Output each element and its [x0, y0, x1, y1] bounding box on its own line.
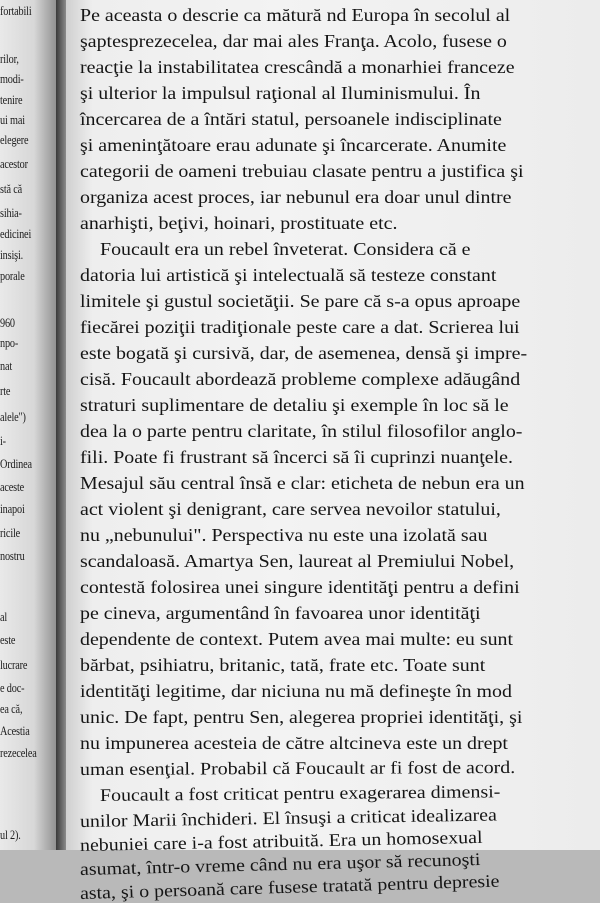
left-page-fragment: lucrare — [0, 658, 28, 672]
left-page-fragment: nat — [0, 359, 13, 373]
text-line: pe cineva, argumentând în favoarea unor identităţi — [80, 603, 481, 623]
text-line: nu „nebunului". Perspectiva nu este una izolată sau — [80, 525, 488, 545]
left-page-fragment: ui mai — [0, 113, 25, 127]
left-page-fragment: edicinei — [0, 227, 32, 241]
left-page-fragment: Acestia — [0, 724, 30, 738]
text-line: Mesajul său central însă e clar: eticheta de nebun era un — [80, 473, 525, 493]
left-page-fragment: aceste — [0, 480, 25, 494]
left-page-fragment: e doc- — [0, 681, 25, 695]
text-line: asumat, într-o vreme când nu era uşor să recunoşti — [79, 849, 481, 879]
text-line: uman esenţial. Probabil că Foucault ar fi fost de acord. — [79, 756, 516, 779]
text-line: nu impunerea acesteia de către altcineva este un drept — [80, 733, 508, 753]
left-page-fragment: elegere — [0, 133, 29, 147]
text-line: Pe aceasta o descrie ca mătură nd Europa în secolul al — [80, 5, 511, 25]
left-page-fragment: este — [0, 633, 16, 647]
left-page-fragment: acestor — [0, 157, 28, 171]
text-line: reacţie la instabilitatea crescândă a monarhiei franceze — [80, 57, 515, 77]
text-line: şi ulterior la impulsul raţional al Iluminismului. În — [80, 83, 481, 103]
left-page-fragment: rilor, — [0, 52, 19, 66]
text-line: limitele şi gustul societăţii. Se pare că s-a opus aproape — [80, 291, 521, 311]
left-page-fragment: porale — [0, 269, 25, 283]
left-page-fragment: fortabili — [0, 4, 32, 18]
left-page-fragment: tenire — [0, 93, 23, 107]
left-page-fragment: Ordinea — [0, 457, 32, 471]
text-line: Foucault era un rebel înveterat. Considera că e — [100, 239, 471, 259]
left-page-fragment: 960 — [0, 316, 15, 330]
text-line: nebuniei care i-a fost atribuită. Era un homosexual — [79, 826, 483, 855]
text-line: încercarea de a întări statul, persoanele indisciplinate — [80, 109, 502, 129]
text-line: Foucault a fost criticat pentru exagerarea dimensi- — [99, 781, 501, 805]
text-line: şi ameninţătoare erau adunate şi încarcerate. Anumite — [80, 135, 507, 155]
text-line: este bogată şi cursivă, dar, de asemenea, densă şi impre- — [80, 343, 528, 363]
text-line: asta, şi o persoană care fusese tratată pentru depresie — [79, 870, 500, 903]
left-page-fragment: inapoi — [0, 502, 25, 516]
left-page-fragment: ea că, — [0, 702, 23, 716]
left-page-fragment: modi- — [0, 72, 24, 86]
text-line: dependente de context. Putem avea mai multe: eu sunt — [80, 629, 514, 649]
text-line: contestă folosirea unei singure identităţi pentru a defini — [80, 577, 520, 597]
text-line: categorii de oameni trebuiau clasate pentru a justifica şi — [80, 161, 524, 181]
text-line: identităţi legitime, dar niciuna nu mă defineşte în mod — [80, 681, 512, 701]
text-line: unilor Marii închideri. El însuşi a criticat idealizarea — [79, 804, 498, 831]
left-page-edge — [0, 0, 62, 850]
left-page-fragment: ricile — [0, 526, 21, 540]
text-line: fiecărei poziţii tradiţionale peste care a dat. Scrierea lui — [80, 317, 520, 337]
text-line: datoria lui artistică şi intelectuală să testeze constant — [80, 265, 497, 285]
left-page-fragment: alele") — [0, 410, 26, 424]
left-page-fragment: nostru — [0, 549, 25, 563]
left-page-fragment: sihia- — [0, 206, 22, 220]
page-text-block — [79, 0, 595, 903]
left-page-fragment: i- — [0, 434, 6, 448]
left-page-fragment: insişi. — [0, 248, 24, 262]
left-page-fragment: al — [0, 610, 8, 624]
text-line: act violent şi denigrant, care servea nevoilor statului, — [80, 499, 501, 519]
text-line: anarhişti, beţivi, hoinari, prostituate etc. — [80, 213, 398, 233]
text-line: cisă. Foucault abordează probleme complexe adăugând — [80, 369, 521, 389]
text-line: şaptesprezecelea, dar mai ales Franţa. Acolo, fusese o — [80, 31, 507, 51]
text-line: straturi suplimentare de detaliu şi exemple în loc să le — [80, 395, 509, 415]
left-page-fragment: npo- — [0, 336, 19, 350]
text-line: fili. Poate fi frustrant să încerci să îi cuprinzi nuanţele. — [80, 447, 514, 467]
text-line: organiza acest proces, iar nebunul era doar unul dintre — [80, 187, 512, 207]
left-page-fragment: stă că — [0, 182, 23, 196]
text-line: dea la o parte pentru claritate, în stilul filosofilor anglo- — [80, 421, 523, 441]
text-line: unic. De fapt, pentru Sen, alegerea propriei identităţi, şi — [80, 707, 523, 727]
text-line: bărbat, psihiatru, britanic, tată, frate etc. Toate sunt — [80, 655, 486, 675]
left-page-fragment: rezecelea — [0, 746, 37, 760]
left-page-fragment: ul 2). — [0, 828, 21, 842]
left-page-fragment: rte — [0, 384, 11, 398]
text-line: scandaloasă. Amartya Sen, laureat al Premiului Nobel, — [80, 551, 515, 571]
